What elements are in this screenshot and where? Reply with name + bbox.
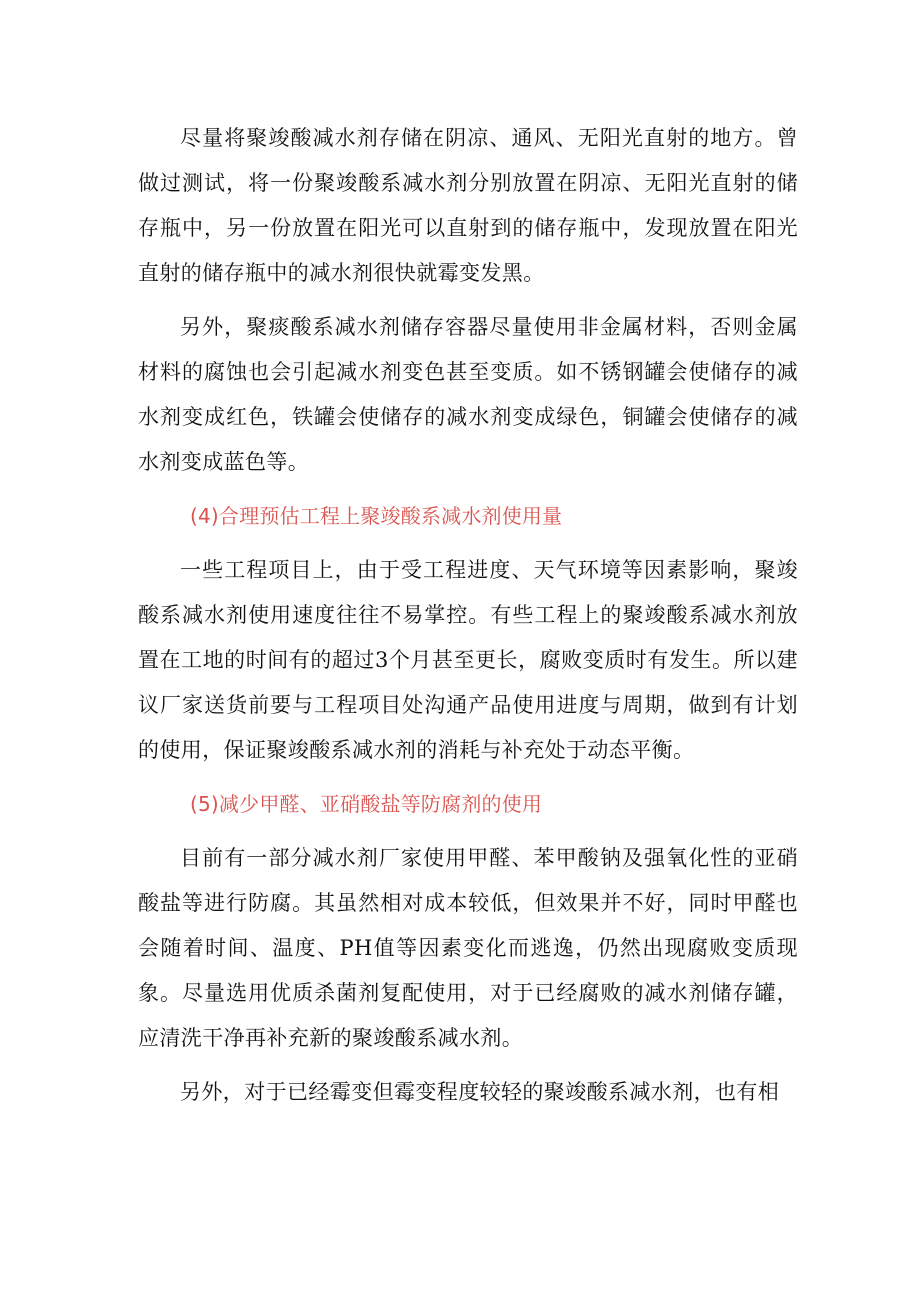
document-body [138, 116, 798, 1124]
paragraph-usage-estimate: 一些工程项目上，由于受工程进度、天气环境等因素影响，聚竣酸系减水剂使用速度往往不易掌控。有些工程上的聚竣酸系减水剂放置在工地的时间有的超过3个月甚至更长，腐败变质时有发生。所以建议厂家送货前要与工程项目处沟通产品使用进度与周期，做到有计划的使用，保证聚竣酸系减水剂的消耗与补充处于动态平衡。 [138, 558, 798, 762]
paragraph-storage-conditions: 尽量将聚竣酸减水剂存储在阴凉、通风、无阳光直射的地方。曾做过测试，将一份聚竣酸系减水剂分别放置在阴凉、无阳光直射的储存瓶中，另一份放置在阳光可以直射到的储存瓶中，发现放置在阳光直射的储存瓶中的减水剂很快就霉变发黑。 [138, 126, 798, 285]
paragraph-container-material: 另外，聚痰酸系减水剂储存容器尽量使用非金属材料，否则金属材料的腐蚀也会引起减水剂变色甚至变质。如不锈钢罐会使储存的减水剂变成红色，铁罐会使储存的减水剂变成绿色，铜罐会使储存的减水剂变成蓝色等。 [138, 315, 798, 474]
paragraph-preservatives: 目前有一部分减水剂厂家使用甲醛、苯甲酸钠及强氧化性的亚硝酸盐等进行防腐。其虽然相对成本较低，但效果并不好，同时甲醛也会随着时间、温度、PH值等因素变化而逃逸，仍然出现腐败变质现象。尽量选用优质杀菌剂复配使用，对于已经腐败的减水剂储存罐，应清洗干净再补充新的聚竣酸系减水剂。 [138, 846, 798, 1050]
section-heading-5: (5)减少甲醛、亚硝酸盐等防腐剂的使用 [190, 792, 543, 816]
paragraph-mild-mildew: 另外，对于已经霉变但霉变程度较轻的聚竣酸系减水剂，也有相 [180, 1080, 780, 1104]
section-heading-4: (4)合理预估工程上聚竣酸系减水剂使用量 [190, 504, 563, 528]
